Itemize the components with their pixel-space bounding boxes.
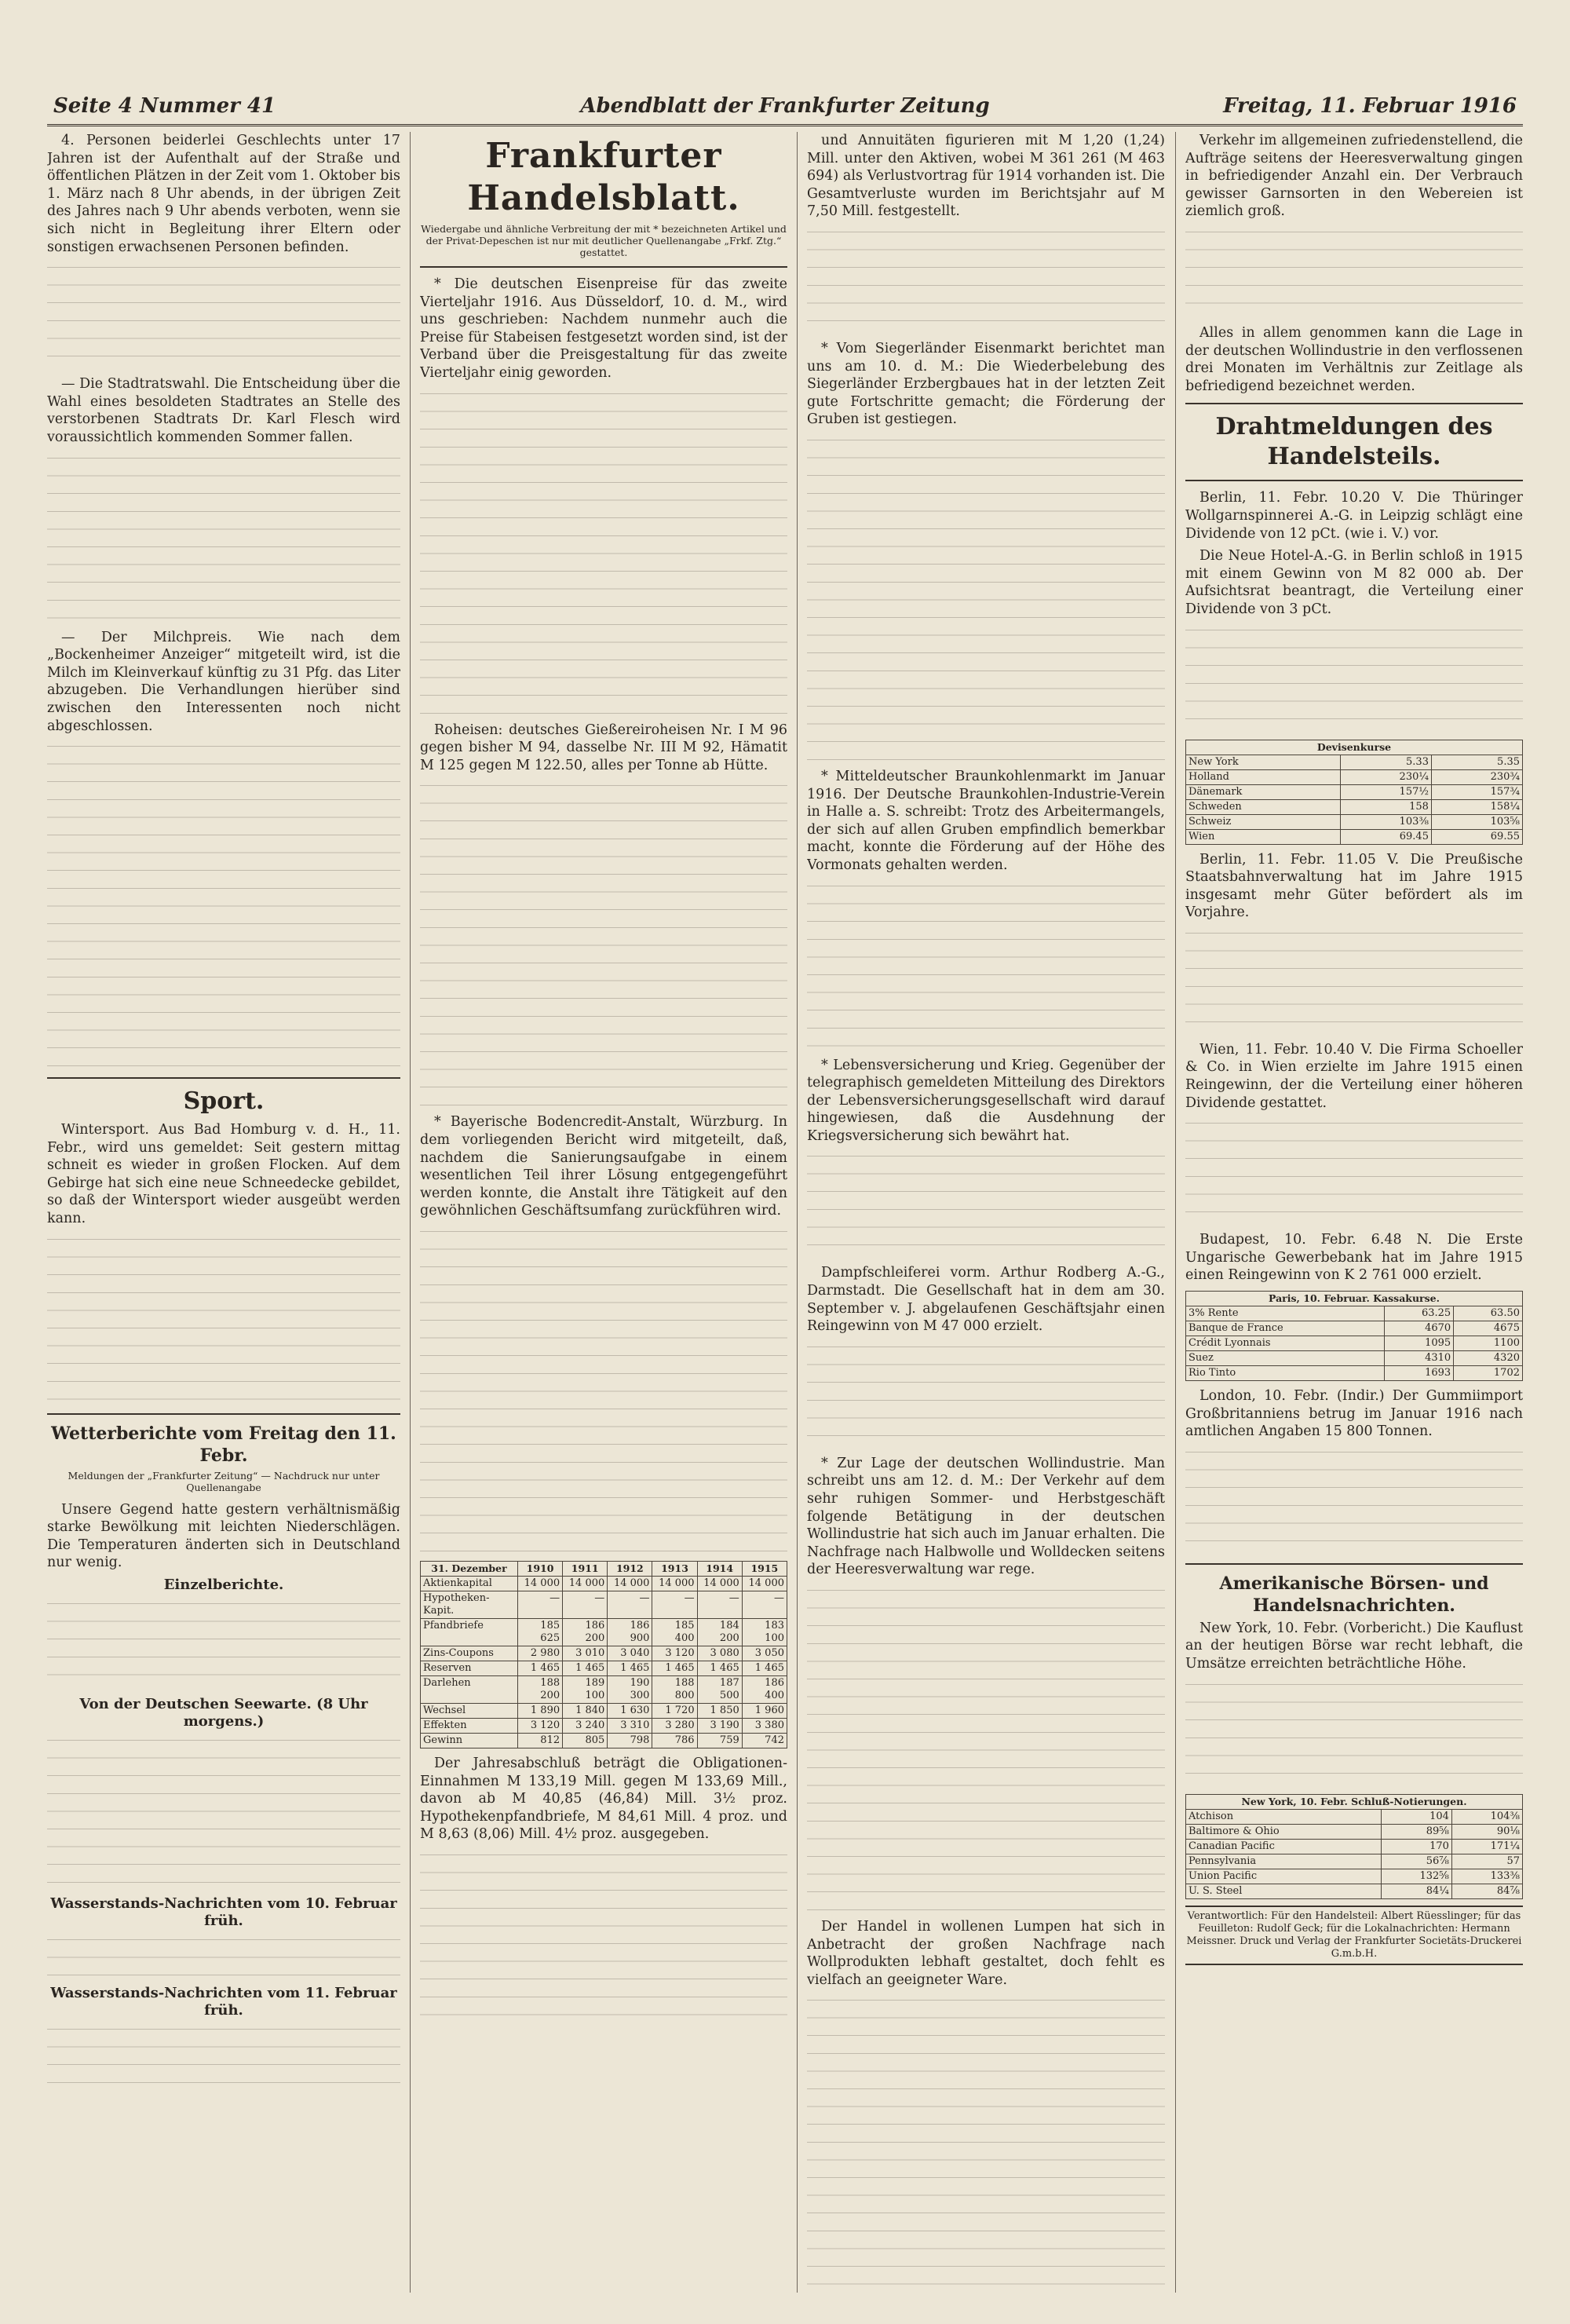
article-paragraph: London, 10. Febr. (Indir.) Der Gummiimport Großbritanniens betrug im Januar 1916 nach amtlichen Angaben 15 800 Tonnen. <box>1185 1388 1523 1440</box>
row-label: Dänemark <box>1186 784 1341 799</box>
seewarte-heading: Von der Deutschen Seewarte. (8 Uhr morgens.) <box>79 1696 368 1730</box>
imprint: Verantwortlich: Für den Handelsteil: Albert Rüesslinger; für das Feuilleton: Rudolf Geck; für die Lokalnachrichten: Hermann Meissner. Druck und Verlag der Frankfurter Societäts-Druckerei G.m.b.H. <box>1185 1906 1523 1965</box>
table-cell: 63.25 <box>1385 1306 1454 1321</box>
table-cell: 3 120 <box>652 1646 697 1661</box>
table-cell: — <box>517 1591 562 1618</box>
table-header: 31. Dezember <box>421 1561 518 1576</box>
table-year-header: 1915 <box>742 1561 787 1576</box>
table-cell: 14 000 <box>697 1576 742 1591</box>
table-cell: 3 310 <box>608 1718 652 1733</box>
table-cell: 14 000 <box>742 1576 787 1591</box>
table-cell: 1 630 <box>608 1703 652 1718</box>
row-label: Schweiz <box>1186 814 1341 829</box>
masthead <box>47 85 1523 126</box>
table-cell: 186 200 <box>563 1618 608 1646</box>
table-row <box>1186 829 1523 844</box>
table-cell: 157½ <box>1340 784 1431 799</box>
article-paragraph: Berlin, 11. Febr. 11.05 V. Die Preußische Staatsbahnverwaltung hat im Jahre 1915 insgesamt mehr Güter befördert als im Vorjahre. <box>1185 851 1523 921</box>
column-rule <box>797 132 798 2293</box>
table-cell: 188 200 <box>517 1675 562 1703</box>
text-block <box>47 740 400 1069</box>
text-block <box>420 1848 787 2021</box>
table-year-header: 1914 <box>697 1561 742 1576</box>
table-cell: 14 000 <box>652 1576 697 1591</box>
table-cell: 56⅞ <box>1381 1854 1451 1869</box>
weather-table <box>47 1597 400 1691</box>
table-cell: 1702 <box>1454 1366 1523 1381</box>
article-paragraph: Der Jahresabschluß beträgt die Obligationen-Einnahmen M 133,19 Mill. gegen M 133,69 Mill., davon ab M 40,85 (46,84) Mill. 3½ proz. Hypothekenpfandbriefe, M 84,61 Mill. 4 proz. und M 8,63 (8,06) Mill. 4½ proz. ausgegeben. <box>420 1755 787 1843</box>
table-row <box>421 1718 787 1733</box>
text-block <box>807 433 1165 763</box>
article-paragraph: * Vom Siegerländer Eisenmarkt berichtet man uns am 10. d. M.: Die Wiederbelebung des Siegerländer Erzbergbaues hat in der letzten Zeit gute Fortschritte gemacht; die Förderung der Gruben ist gestiegen. <box>807 340 1165 428</box>
article-paragraph: Der Handel in wollenen Lumpen hat sich in Anbetracht der großen Nachfrage nach Wollprodukten lebhaft gestaltet, doch fehlt es vielfach an geeigneter Ware. <box>807 1919 1165 1988</box>
row-label: Holland <box>1186 769 1341 784</box>
article-paragraph: — Der Milchpreis. Wie nach dem „Bockenheimer Anzeiger“ mitgeteilt wird, ist die Milch im Kleinverkauf künftig zu 31 Pfg. das Liter abzugeben. Die Verhandlungen hierüber sind zwischen den Interessenten noch nicht abgeschlossen. <box>47 629 400 734</box>
table-cell: 1095 <box>1385 1336 1454 1351</box>
table-cell: 3 010 <box>563 1646 608 1661</box>
table-cell: 158¼ <box>1431 799 1522 814</box>
american-news-heading: Amerikanische Börsen- und Handelsnachrichten. <box>1219 1573 1489 1616</box>
table-row <box>1186 799 1523 814</box>
article-paragraph: * Die deutschen Eisenpreise für das zweite Vierteljahr 1916. Aus Düsseldorf, 10. d. M., wird uns geschrieben: Nachdem nunmehr auch die Preise für Stabeisen festgesetzt worden sind, ist der Verband über die Preisgestaltung für das zweite Vierteljahr einig geworden. <box>420 276 787 381</box>
divider <box>1185 480 1523 481</box>
table-year-header: 1912 <box>608 1561 652 1576</box>
row-label: Rio Tinto <box>1186 1366 1385 1381</box>
table-cell: 812 <box>517 1733 562 1748</box>
section-title: Frankfurter Handelsblatt. <box>467 136 740 218</box>
table-row <box>421 1733 787 1748</box>
article-paragraph: Unsere Gegend hatte gestern verhältnismäßig starke Bewölkung mit leichten Niederschlägen. Die Temperaturen änderten sich in Deutschland nur wenig. <box>47 1501 400 1571</box>
row-label: Wechsel <box>421 1703 518 1718</box>
issue-date: Freitag, 11. Februar 1916 <box>1223 94 1517 118</box>
text-block <box>1185 1678 1523 1788</box>
table-cell: 3 380 <box>742 1718 787 1733</box>
article-paragraph: * Zur Lage der deutschen Wollindustrie. Man schreibt uns am 12. d. M.: Der Verkehr auf dem sehr ruhigen Sommer- und Herbstgeschäft folgende Betätigung in der deutschen Wollindustrie hat sich auch im Januar erhalten. Die Nachfrage nach Halbwolle und Wolldecken seitens der Heeresverwaltung war rege. <box>807 1455 1165 1578</box>
article-paragraph: Alles in allem genommen kann die Lage in der deutschen Wollindustrie in den verflossenen drei Monaten im Verhältnis zur Zeitlage als befriedigend bezeichnet werden. <box>1185 324 1523 394</box>
table-row <box>421 1661 787 1675</box>
row-label: Canadian Pacific <box>1186 1839 1382 1854</box>
table-cell: — <box>608 1591 652 1618</box>
row-label: Baltimore & Ohio <box>1186 1824 1382 1839</box>
table-cell: 759 <box>697 1733 742 1748</box>
table-cell: 1 720 <box>652 1703 697 1718</box>
article-paragraph: Budapest, 10. Febr. 6.48 N. Die Erste Ungarische Gewerbebank hat im Jahre 1915 einen Reingewinn von K 2 761 000 erzielt. <box>1185 1232 1523 1284</box>
table-cell: 3 190 <box>697 1718 742 1733</box>
row-label: 3% Rente <box>1186 1306 1385 1321</box>
table-cell: 1 465 <box>742 1661 787 1675</box>
water-table <box>47 2023 400 2085</box>
table-cell: 230¾ <box>1431 769 1522 784</box>
table-row <box>1186 1839 1523 1854</box>
row-label: New York <box>1186 755 1341 769</box>
table-year-header: 1913 <box>652 1561 697 1576</box>
row-label: Pennsylvania <box>1186 1854 1382 1869</box>
column-rule <box>1175 132 1176 2293</box>
article-paragraph: Die Neue Hotel-A.-G. in Berlin schloß in 1915 mit einem Gewinn von M 82 000 ab. Der Aufsichtsrat beantragt, die Verteilung einer Dividende von 3 pCt. <box>1185 548 1523 617</box>
table-header: Devisenkurse <box>1186 740 1523 755</box>
column-2 <box>420 132 787 2293</box>
article-paragraph: Dampfschleiferei vorm. Arthur Rodberg A.-G., Darmstadt. Die Gesellschaft hat in dem am 30. September v. J. abgelaufenen Geschäftsjahr einen Reingewinn von M 47 000 erzielt. <box>807 1265 1165 1335</box>
table-cell: 1 960 <box>742 1703 787 1718</box>
row-label: Schweden <box>1186 799 1341 814</box>
table-year-header: 1910 <box>517 1561 562 1576</box>
table-cell: 4675 <box>1454 1321 1523 1336</box>
table-cell: 187 500 <box>697 1675 742 1703</box>
row-label: Effekten <box>421 1718 518 1733</box>
table-cell: 132⅝ <box>1381 1869 1451 1884</box>
table-cell: 185 400 <box>652 1618 697 1646</box>
page-label: Seite 4 Nummer 41 <box>53 94 276 118</box>
table-cell: 157¾ <box>1431 784 1522 799</box>
section-subtitle: Wiedergabe und ähnliche Verbreitung der mit * bezeichneten Artikel und der Privat-Depeschen ist nur mit deutlicher Quellenangabe „Frkf. Ztg.“ gestattet. <box>421 223 787 258</box>
table-row <box>421 1675 787 1703</box>
text-block <box>420 387 787 717</box>
water-levels-heading-2: Wasserstands-Nachrichten vom 11. Februar früh. <box>50 1985 397 2019</box>
table-cell: 230¼ <box>1340 769 1431 784</box>
table-cell: 4310 <box>1385 1351 1454 1366</box>
row-label: Suez <box>1186 1351 1385 1366</box>
text-block <box>1185 1445 1523 1555</box>
table-cell: 1 890 <box>517 1703 562 1718</box>
row-label: Gewinn <box>421 1733 518 1748</box>
table-row <box>1186 784 1523 799</box>
table-cell: 1 465 <box>652 1661 697 1675</box>
table-cell: 3 240 <box>563 1718 608 1733</box>
table-cell: 89⅝ <box>1381 1824 1451 1839</box>
column-1 <box>47 132 400 2293</box>
table-cell: 1100 <box>1454 1336 1523 1351</box>
table-cell: 90⅛ <box>1451 1824 1522 1839</box>
table-cell: 84⅞ <box>1451 1884 1522 1898</box>
table-cell: 3 280 <box>652 1718 697 1733</box>
table-cell: 104 <box>1381 1809 1451 1824</box>
text-block <box>47 451 400 624</box>
table-cell: 171¼ <box>1451 1839 1522 1854</box>
divider <box>47 1077 400 1079</box>
table-cell: 133⅜ <box>1451 1869 1522 1884</box>
table-row <box>1186 1809 1523 1824</box>
table-cell: 1 840 <box>563 1703 608 1718</box>
table-cell: 4320 <box>1454 1351 1523 1366</box>
text-block <box>47 261 400 371</box>
article-paragraph: * Mitteldeutscher Braunkohlenmarkt im Januar 1916. Der Deutsche Braunkohlen-Industrie-Verein in Halle a. S. schreibt: Trotz des Arbeitermangels, der sich auf allen Gruben empfindlich bemerkbar macht, konnte die Förderung auf der Höhe des Vormonats gehalten werden. <box>807 768 1165 873</box>
table-cell: 103⅝ <box>1431 814 1522 829</box>
article-paragraph: * Lebensversicherung und Krieg. Gegenüber der telegraphisch gemeldeten Mitteilung des Direktors der Lebensversicherungsgesellschaft wird darauf hingewiesen, daß die Ausdehnung der Kriegsversicherung sich bewährt hat. <box>807 1057 1165 1144</box>
row-label: Crédit Lyonnais <box>1186 1336 1385 1351</box>
paper-title: Abendblatt der Frankfurter Zeitung <box>580 94 990 118</box>
text-block <box>420 779 787 1109</box>
table-cell: 3 080 <box>697 1646 742 1661</box>
table-year-header: 1911 <box>563 1561 608 1576</box>
table-cell: 4670 <box>1385 1321 1454 1336</box>
weather-heading: Wetterberichte vom Freitag den 11. Febr. <box>51 1423 396 1466</box>
table-row <box>421 1646 787 1661</box>
article-paragraph: 4. Personen beiderlei Geschlechts unter 17 Jahren ist der Aufenthalt auf der Straße und öffentlichen Plätzen in der Zeit vom 1. Oktober bis 1. März nach 8 Uhr abends, in der übrigen Zeit des Jahres nach 9 Uhr abends verboten, wenn sie sich nicht in Begleitung ihrer Eltern oder sonstigen erwachsenen Personen befinden. <box>47 133 400 255</box>
wire-news-heading: Drahtmeldungen des Handelsteils. <box>1215 413 1493 471</box>
seewarte-table <box>47 1734 400 1891</box>
article-paragraph: New York, 10. Febr. (Vorbericht.) Die Kauflust an der heutigen Börse war recht lebhaft, die Umsätze erreichten beträchtliche Höhe. <box>1185 1620 1523 1672</box>
divider <box>1185 403 1523 404</box>
text-block <box>1185 225 1523 320</box>
column-4 <box>1185 132 1523 2293</box>
single-reports-heading: Einzelberichte. <box>163 1577 284 1594</box>
table-cell: 3 050 <box>742 1646 787 1661</box>
table-cell: 1 850 <box>697 1703 742 1718</box>
table-cell: 2 980 <box>517 1646 562 1661</box>
column-3 <box>807 132 1165 2293</box>
table-cell: 84¼ <box>1381 1884 1451 1898</box>
table-row <box>421 1576 787 1591</box>
row-label: Reserven <box>421 1661 518 1675</box>
table-cell: 805 <box>563 1733 608 1748</box>
article-paragraph: Wien, 11. Febr. 10.40 V. Die Firma Schoeller & Co. in Wien erzielte im Jahre 1915 einen Reingewinn, der die Verteilung einer höheren Dividende gestattet. <box>1185 1041 1523 1111</box>
row-label: Aktienkapital <box>421 1576 518 1591</box>
text-block <box>807 1149 1165 1259</box>
text-block <box>1185 623 1523 733</box>
article-paragraph: Berlin, 11. Febr. 10.20 V. Die Thüringer Wollgarnspinnerei A.-G. in Leipzig schlägt eine Dividende von 12 pCt. (wie i. V.) vor. <box>1185 490 1523 542</box>
table-cell: 14 000 <box>608 1576 652 1591</box>
table-row <box>1186 814 1523 829</box>
divider <box>420 266 787 268</box>
table-cell: 786 <box>652 1733 697 1748</box>
table-cell: 158 <box>1340 799 1431 814</box>
table-cell: 57 <box>1451 1854 1522 1869</box>
table-row <box>1186 1321 1523 1336</box>
table-cell: 186 400 <box>742 1675 787 1703</box>
table-cell: 1 465 <box>517 1661 562 1675</box>
table-cell: 3 120 <box>517 1718 562 1733</box>
table-row <box>1186 1869 1523 1884</box>
column-rule <box>410 132 411 2293</box>
paris-table <box>1185 1291 1523 1381</box>
table-cell: — <box>652 1591 697 1618</box>
table-cell: 1 465 <box>563 1661 608 1675</box>
section-heading-sport: Sport. <box>183 1087 265 1116</box>
table-cell: 103⅜ <box>1340 814 1431 829</box>
table-row <box>1186 1336 1523 1351</box>
text-block <box>1185 926 1523 1036</box>
divider <box>47 1413 400 1415</box>
weather-subheading: Meldungen der „Frankfurter Zeitung“ — Nachdruck nur unter Quellenangabe <box>68 1469 380 1493</box>
table-row <box>1186 769 1523 784</box>
table-cell: 69.55 <box>1431 829 1522 844</box>
newyork-table <box>1185 1794 1523 1899</box>
row-label: Hypotheken-Kapit. <box>421 1591 518 1618</box>
table-row <box>1186 1884 1523 1898</box>
row-label: U. S. Steel <box>1186 1884 1382 1898</box>
table-cell: 185 625 <box>517 1618 562 1646</box>
table-cell: 5.33 <box>1340 755 1431 769</box>
table-header: Paris, 10. Februar. Kassakurse. <box>1186 1292 1523 1306</box>
table-cell: 742 <box>742 1733 787 1748</box>
water-levels-heading-1: Wasserstands-Nachrichten vom 10. Februar früh. <box>50 1895 397 1930</box>
article-paragraph: Wintersport. Aus Bad Homburg v. d. H., 11. Febr., wird uns gemeldet: Seit gestern mittag schneit es wieder in großen Flocken. Auf dem Gebirge hat sich eine neue Schneedecke gebildet, so daß der Wintersport wieder ausgeübt werden kann. <box>47 1122 400 1227</box>
table-cell: 69.45 <box>1340 829 1431 844</box>
text-block <box>1185 1116 1523 1226</box>
divider <box>1185 1563 1523 1565</box>
table-cell: 14 000 <box>517 1576 562 1591</box>
row-label: Pfandbriefe <box>421 1618 518 1646</box>
table-row <box>421 1591 787 1618</box>
table-cell: 1 465 <box>608 1661 652 1675</box>
table-cell: 190 300 <box>608 1675 652 1703</box>
table-row <box>1186 1824 1523 1839</box>
table-cell: 1693 <box>1385 1366 1454 1381</box>
table-row <box>1186 1366 1523 1381</box>
table-header: New York, 10. Febr. Schluß-Notierungen. <box>1186 1794 1523 1809</box>
table-cell: 1 465 <box>697 1661 742 1675</box>
table-cell: — <box>742 1591 787 1618</box>
table-cell: 188 800 <box>652 1675 697 1703</box>
text-block <box>807 1340 1165 1450</box>
row-label: Wien <box>1186 829 1341 844</box>
row-label: Union Pacific <box>1186 1869 1382 1884</box>
table-row <box>1186 1854 1523 1869</box>
table-cell: 183 100 <box>742 1618 787 1646</box>
text-block <box>807 879 1165 1052</box>
table-cell: 104⅜ <box>1451 1809 1522 1824</box>
article-paragraph: * Bayerische Bodencredit-Anstalt, Würzburg. In dem vorliegenden Bericht wird mitgeteilt, daß, nachdem die Sanierungsaufgabe in einem wesentlichen Teil ihrer Lösung entgegengeführt werden konnte, die Anstalt ihre Tätigkeit auf den gewöhnlichen Geschäftsumfang zurückführen wird. <box>420 1114 787 1219</box>
article-paragraph: — Die Stadtratswahl. Die Entscheidung über die Wahl eines besoldeten Stadtrates an Stelle des verstorbenen Stadtrats Dr. Karl Flesch wird voraussichtlich kommenden Sommer fallen. <box>47 376 400 445</box>
article-paragraph: Roheisen: deutsches Gießereiroheisen Nr. I M 96 gegen bisher M 94, dasselbe Nr. III M 92, Hämatit M 125 gegen M 122.50, alles per Tonne ab Hütte. <box>420 722 787 773</box>
devisen-table <box>1185 740 1523 845</box>
row-label: Zins-Coupons <box>421 1646 518 1661</box>
row-label: Banque de France <box>1186 1321 1385 1336</box>
table-cell: 3 040 <box>608 1646 652 1661</box>
table-cell: — <box>563 1591 608 1618</box>
text-block <box>807 1993 1165 2293</box>
table-row <box>1186 755 1523 769</box>
table-cell: 798 <box>608 1733 652 1748</box>
table-cell: 186 900 <box>608 1618 652 1646</box>
table-cell: 184 200 <box>697 1618 742 1646</box>
table-cell: 170 <box>1381 1839 1451 1854</box>
row-label: Darlehen <box>421 1675 518 1703</box>
text-block <box>807 225 1165 335</box>
balance-table <box>420 1561 787 1748</box>
row-label: Atchison <box>1186 1809 1382 1824</box>
table-cell: 14 000 <box>563 1576 608 1591</box>
table-row <box>421 1703 787 1718</box>
table-cell: 189 100 <box>563 1675 608 1703</box>
table-row <box>1186 1351 1523 1366</box>
water-table <box>47 1933 400 1980</box>
table-cell: 5.35 <box>1431 755 1522 769</box>
table-cell: — <box>697 1591 742 1618</box>
text-block <box>47 1233 400 1405</box>
text-block <box>807 1584 1165 1913</box>
table-row <box>1186 1306 1523 1321</box>
article-paragraph: und Annuitäten figurieren mit M 1,20 (1,24) Mill. unter den Aktiven, wobei M 361 261 (M 463 694) als Verlustvortrag für 1914 vorhanden ist. Die Gesamtverluste wurden im Berichtsjahr auf M 7,50 Mill. festgestellt. <box>807 133 1165 220</box>
table-row <box>421 1618 787 1646</box>
article-paragraph: Verkehr im allgemeinen zufriedenstellend, die Aufträge seitens der Heeresverwaltung gingen in befriedigender Anzahl ein. Der Verbrauch gewisser Garnsorten in den Webereien ist ziemlich groß. <box>1185 133 1523 220</box>
text-block <box>420 1225 787 1555</box>
table-cell: 63.50 <box>1454 1306 1523 1321</box>
